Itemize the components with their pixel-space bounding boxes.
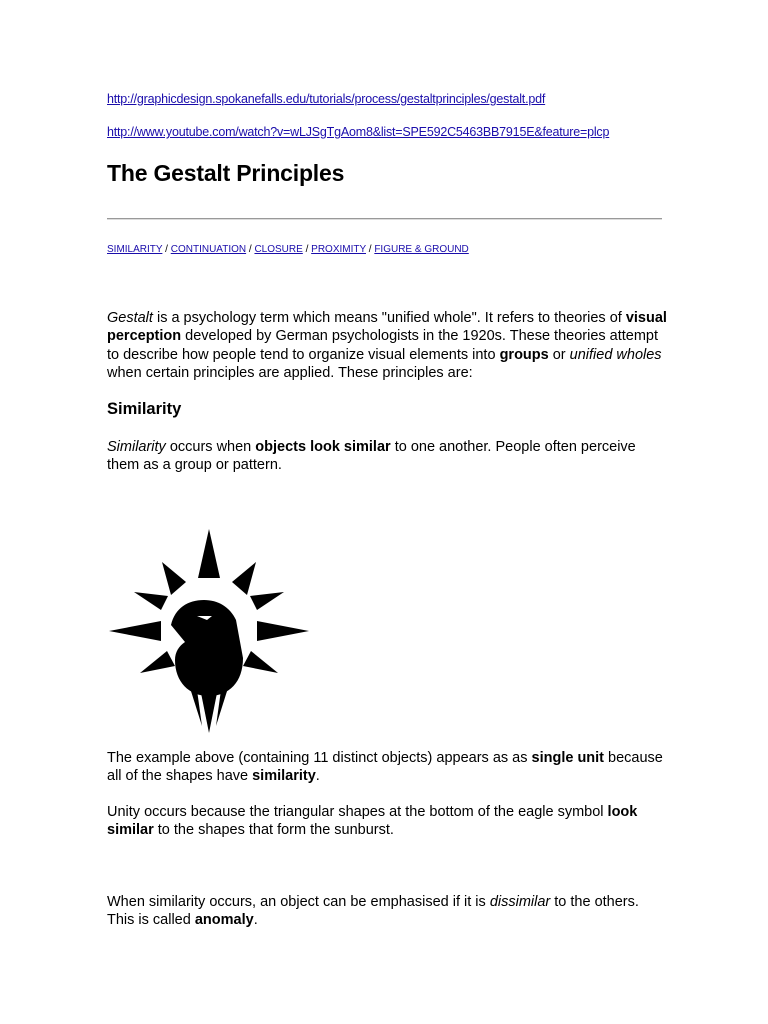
- example-paragraph: [107, 749, 667, 786]
- term-similarity-bold: similarity: [252, 768, 316, 785]
- ray-right: [257, 621, 309, 641]
- nav-separator: /: [162, 244, 171, 255]
- link-gestalt-pdf[interactable]: http://graphicdesign.spokanefalls.edu/tutorials/process/gestaltprinciples/gestalt.pdf: [107, 92, 546, 106]
- ray-top: [198, 529, 220, 578]
- anomaly-text: to the others. This is called: [107, 894, 639, 929]
- anomaly-text: .: [253, 912, 258, 929]
- intro-text: developed by German psychologists in the 1920s. These theories attempt to describe how people tend to organize visual elements into: [107, 328, 659, 363]
- ray-upper-left: [134, 592, 168, 610]
- nav-link-closure[interactable]: CLOSURE: [254, 244, 303, 255]
- term-gestalt: Gestalt: [107, 310, 153, 326]
- nav-separator: /: [302, 244, 312, 255]
- nav-separator: /: [246, 244, 255, 255]
- page-title: The Gestalt Principles: [107, 160, 345, 186]
- nav-link-continuation[interactable]: CONTINUATION: [170, 244, 247, 255]
- horizontal-divider: [107, 218, 662, 220]
- ray-lower-left: [140, 651, 175, 673]
- eagle-sunburst-icon: [109, 528, 309, 733]
- anomaly-text: When similarity occurs, an object can be emphasised if it is: [107, 894, 490, 910]
- example-text: .: [315, 768, 320, 785]
- intro-text: when certain principles are applied. These principles are:: [107, 364, 473, 381]
- similarity-text: to one another. People often perceive them as a group or pattern.: [107, 439, 636, 474]
- link-youtube-video[interactable]: http://www.youtube.com/watch?v=wLJSgTgAom8&list=SPE592C5463BB7915E&feature=plcp: [107, 125, 610, 139]
- term-similarity: Similarity: [107, 439, 166, 455]
- term-visual-perception: visual perception: [107, 310, 667, 345]
- similarity-paragraph: [107, 438, 667, 475]
- intro-text: or: [548, 346, 570, 363]
- nav-separator: /: [365, 244, 375, 255]
- nav-link-similarity[interactable]: SIMILARITY: [107, 244, 163, 255]
- term-groups: groups: [499, 346, 549, 363]
- eagle-head-body: [171, 600, 243, 696]
- term-anomaly: anomaly: [194, 912, 254, 929]
- intro-paragraph: [107, 309, 667, 382]
- principles-nav: [107, 244, 469, 255]
- ray-left: [109, 621, 161, 641]
- term-objects-look-similar: objects look similar: [255, 439, 391, 455]
- term-dissimilar: dissimilar: [489, 894, 551, 910]
- similarity-text: occurs when: [165, 439, 256, 455]
- ray-lower-right: [243, 651, 278, 673]
- unity-text: Unity occurs because the triangular shapes at the bottom of the eagle symbol: [107, 804, 608, 820]
- term-look-similar: look similar: [107, 804, 638, 839]
- ray-top-left: [162, 562, 186, 595]
- eagle-tail-triangle: [201, 693, 217, 733]
- ray-upper-right: [250, 592, 284, 610]
- unity-paragraph: [107, 803, 667, 840]
- ray-top-right: [232, 562, 256, 595]
- anomaly-paragraph: [107, 893, 667, 930]
- section-heading-similarity: Similarity: [107, 400, 182, 418]
- term-unified-wholes: unified wholes: [569, 346, 662, 363]
- unity-text: to the shapes that form the sunburst.: [153, 822, 394, 839]
- intro-text: is a psychology term which means "unified whole". It refers to theories of: [152, 310, 626, 326]
- nav-link-figure-ground[interactable]: FIGURE & GROUND: [374, 244, 469, 255]
- term-single-unit: single unit: [531, 750, 605, 766]
- example-text: The example above (containing 11 distinct objects) appears as as: [107, 750, 532, 766]
- example-text: because all of the shapes have: [107, 750, 663, 785]
- nav-link-proximity[interactable]: PROXIMITY: [311, 244, 366, 255]
